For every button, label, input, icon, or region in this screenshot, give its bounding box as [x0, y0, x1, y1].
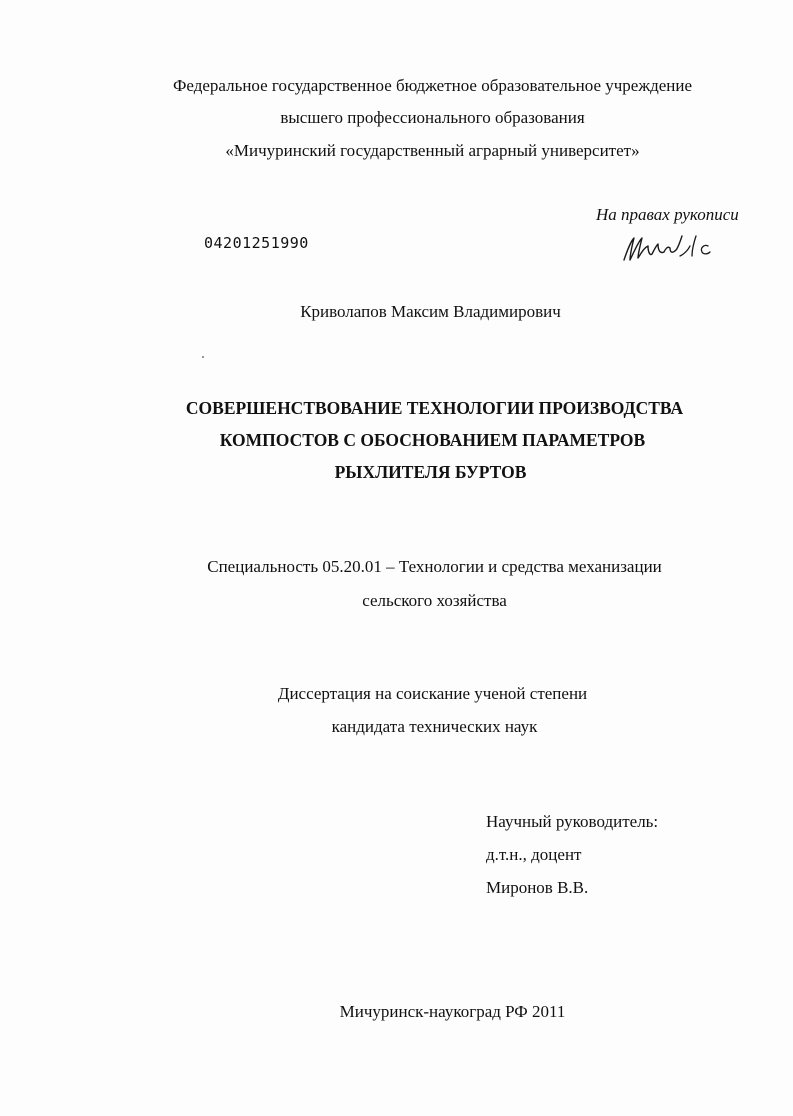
scan-dot	[202, 356, 204, 358]
dissertation-line-1: Диссертация на соискание ученой степени	[277, 684, 588, 703]
supervisor-degree: д.т.н., доцент	[486, 845, 582, 864]
supervisor-label: Научный руководитель:	[486, 812, 659, 831]
institution-line-1: Федеральное государственное бюджетное образовательное учреждение	[172, 76, 693, 95]
institution-line-3: «Мичуринский государственный аграрный университет»	[225, 141, 640, 160]
city-year: Мичуринск-наукоград РФ 2011	[339, 1002, 566, 1021]
registration-number: 04201251990	[204, 234, 309, 252]
institution-line-2: высшего профессионального образования	[280, 108, 585, 127]
title-line-1: СОВЕРШЕНСТВОВАНИЕ ТЕХНОЛОГИИ ПРОИЗВОДСТВА	[185, 398, 684, 418]
specialty-line-2: сельского хозяйства	[362, 591, 507, 610]
signature-icon	[618, 228, 718, 268]
dissertation-line-2: кандидата технических наук	[331, 717, 538, 736]
title-line-3: РЫХЛИТЕЛЯ БУРТОВ	[334, 462, 527, 482]
title-line-2: КОМПОСТОВ С ОБОСНОВАНИЕМ ПАРАМЕТРОВ	[219, 430, 646, 450]
specialty-line-1: Специальность 05.20.01 – Технологии и средства механизации	[207, 557, 662, 576]
supervisor-name: Миронов В.В.	[486, 878, 589, 897]
author-name: Криволапов Максим Владимирович	[300, 302, 561, 321]
rights-note: На правах рукописи	[596, 205, 739, 224]
